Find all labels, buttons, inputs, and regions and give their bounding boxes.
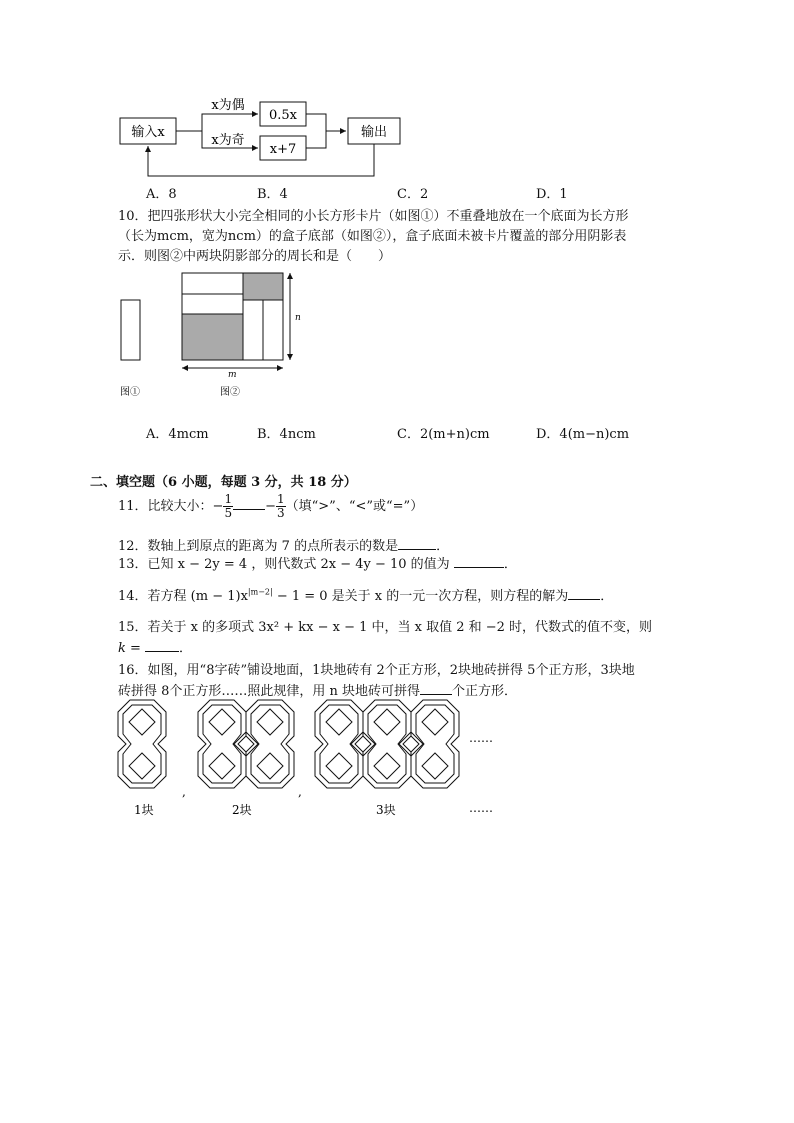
q11-suffix: （填“>”、“<”或“=”）: [285, 499, 424, 514]
q12: 12．数轴上到原点的距离为 7 的点所表示的数是 ．: [118, 539, 450, 554]
q13-answer-blank[interactable]: [454, 567, 504, 568]
q14-answer-blank[interactable]: [568, 599, 600, 600]
caption-1: 1块: [134, 803, 154, 817]
q11-fraction-1: [223, 493, 233, 520]
fig2-caption: 图②: [220, 387, 240, 398]
even-op-label: 0.5x: [268, 108, 298, 123]
input-label: 输入x: [131, 125, 165, 140]
q14-text: 14．若方程 (m − 1)x: [118, 589, 248, 604]
q15-k-label: k =: [118, 641, 141, 656]
q16-line2: [118, 680, 517, 699]
q9-option-b: B．4: [257, 187, 288, 202]
fig1-card: [121, 300, 140, 360]
q16-answer-blank[interactable]: [420, 694, 452, 695]
output-label: 输出: [360, 125, 388, 140]
q13: 13．已知 x − 2y = 4 ，则代数式 2x − 4y − 10 的值为 ．: [118, 557, 517, 572]
q9-option-a: A．8: [146, 187, 177, 202]
q11-frac2-num: 1: [277, 492, 285, 506]
fig2-shade-top-right: [243, 273, 283, 300]
q10-figures: [112, 268, 312, 403]
q9-option-d: D．1: [536, 187, 568, 202]
caption-2: 2块: [232, 803, 252, 817]
q11-frac1-den: 5: [224, 506, 233, 520]
odd-branch-label: x为奇: [211, 133, 245, 148]
q10-option-d: D．4(m−n)cm: [536, 427, 630, 442]
q9-option-c: C．2: [397, 187, 429, 202]
q10-text-line2: （长为mcm，宽为ncm）的盒子底部（如图②），盒子底面未被卡片覆盖的部分用阴影表: [118, 229, 627, 244]
flowchart-diagram: [110, 94, 410, 184]
q14-exponent: |m−2|: [247, 587, 273, 597]
comma-2: ,: [298, 785, 302, 799]
q10-option-b: B．4ncm: [257, 427, 316, 442]
q12-text: 12．数轴上到原点的距离为 7 的点所表示的数是: [118, 539, 399, 554]
section-title: 二、填空题（6 小题，每题 3 分，共 18 分）: [90, 475, 357, 490]
odd-op-label: x+7: [269, 142, 297, 157]
q11-frac1-num: 1: [224, 492, 233, 506]
q10-text-line3: 示．则图②中两块阴影部分的周长和是（ ）: [118, 249, 392, 264]
q15-line1: 15．若关于 x 的多项式 3x² + kx − x − 1 中，当 x 取值 2 和 −2 时，代数式的值不变，则: [118, 620, 653, 635]
ellipsis-bottom: ……: [469, 801, 493, 815]
even-branch-label: x为偶: [211, 98, 245, 113]
q11-answer-blank[interactable]: [233, 509, 265, 510]
caption-3: 3块: [376, 803, 396, 817]
q12-answer-blank[interactable]: [398, 549, 436, 550]
ellipsis-top: ……: [469, 731, 493, 745]
q11: 11．比较大小：− $\frac{1}{5}$ − $\frac{1}{3}$ （填“>”、“<”或“=”）: [118, 492, 424, 520]
q10-option-c: C．2(m+n)cm: [397, 427, 490, 442]
comma-1: ,: [182, 785, 186, 799]
q14-text2: − 1 = 0 是关于 x 的一元一次方程，则方程的解为: [272, 589, 569, 604]
q10-text-line1: 10．把四张形状大小完全相同的小长方形卡片（如图①）不重叠地放在一个底面为长方形: [118, 209, 629, 224]
q11-prefix: 11．比较大小：: [118, 499, 213, 514]
q10-option-a: A．4mcm: [146, 427, 209, 442]
dim-n-label: n: [295, 313, 301, 323]
q11-frac2-den: 3: [277, 506, 285, 520]
q16-tiles-figure: [110, 698, 510, 823]
q13-text: 13．已知 x − 2y = 4 ，则代数式 2x − 4y − 10 的值为: [118, 557, 450, 572]
fig1-caption: 图①: [120, 387, 140, 398]
q15-line2: k = ．: [118, 641, 193, 656]
q16-text-a: 砖拼得 8个正方形……照此规律，用 n 块地砖可拼得: [118, 684, 421, 699]
q16-text-b: 个正方形．: [452, 684, 518, 699]
q14: 14．若方程 $(m - 1)x^{|m-2|} - 1 = 0$ 是关于 x 的一元一次方程，则方程的解为 ．: [118, 587, 614, 604]
q11-fraction-2: [276, 493, 286, 520]
dim-m-label: m: [228, 370, 237, 380]
q16-line1: 16．如图，用“8字砖”铺设地面，1块地砖有 2个正方形，2块地砖拼得 5个正方形，3块地: [118, 663, 635, 678]
fig2-shade-bottom-left: [182, 314, 243, 360]
q15-answer-blank[interactable]: [145, 651, 179, 652]
